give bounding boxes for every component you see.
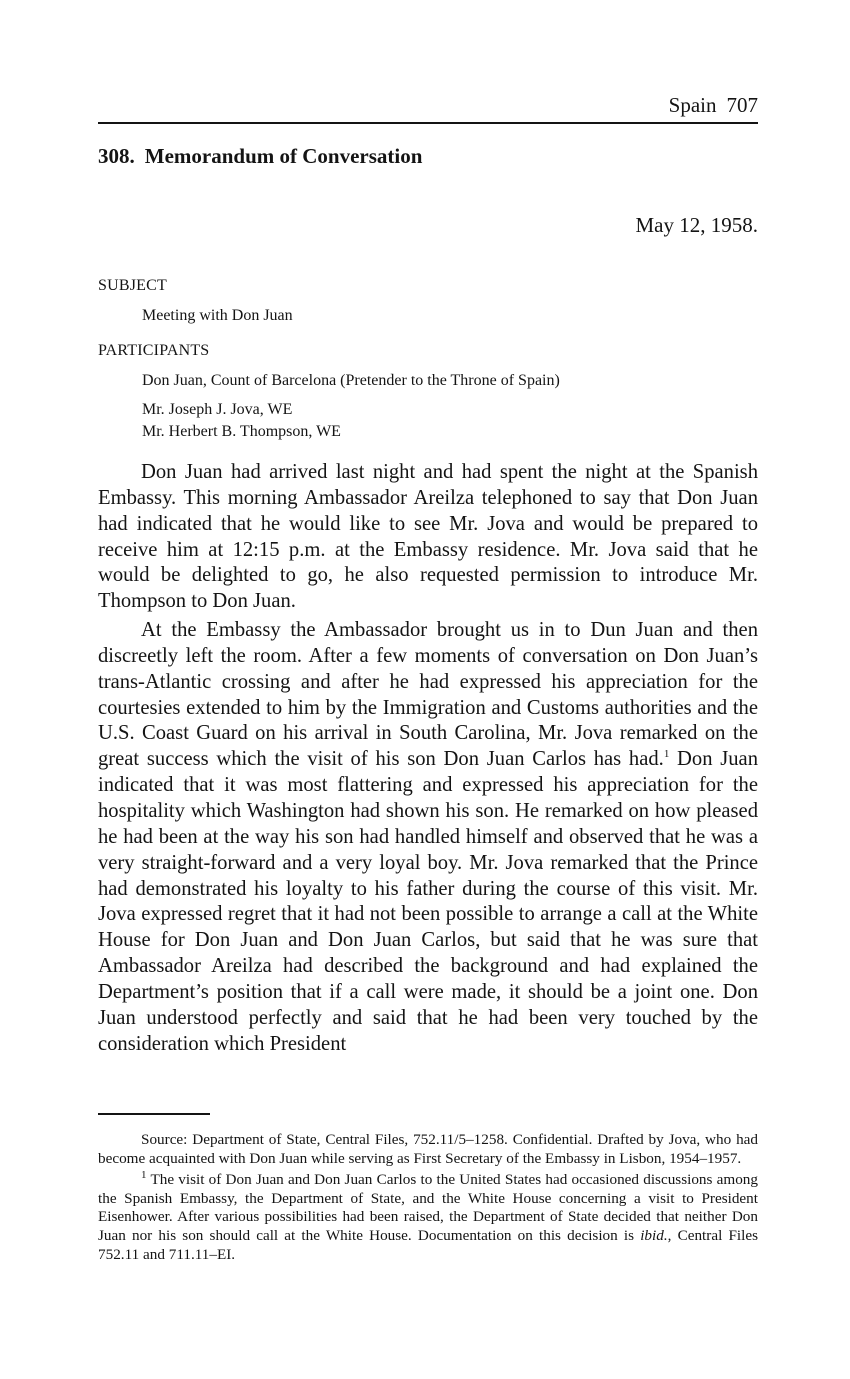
footnote-marker: 1 (141, 1169, 147, 1182)
footnote-ibid: ibid. (640, 1226, 668, 1244)
participant-line: Mr. Joseph J. Jova, WE (142, 401, 293, 418)
page-header (98, 90, 758, 124)
running-head (669, 93, 758, 118)
footnote-reference: 1 (663, 748, 670, 761)
footnotes (98, 1131, 758, 1264)
body-text-segment: At the Embassy the Ambassador brought us in to Dun Juan and then discreetly left the room. After a few moments of conversation on Don Juan’s trans-Atlantic crossing and after he had expressed his appreciation for the courtesies extended to him by the Immigration and Customs authorities and the U.S. Coast Guard on his arrival in South Carolina, Mr. Jova remarked on the great success which the visit of his son Don Juan Carlos has had. (98, 619, 758, 771)
running-title: Spain (668, 93, 717, 117)
memorandum-body (98, 460, 758, 1057)
source-note: Source: Department of State, Central Files, 752.11/5–1258. Confidential. Drafted by Jova, who had become acquainted with Don Juan while serving as First Secretary of the Embassy in Lisbon, 1954–1957. (98, 1131, 758, 1167)
body-paragraph (98, 618, 758, 1057)
subject-label: SUBJECT (98, 277, 167, 294)
document-number: 308. (98, 144, 135, 168)
participant-line: Mr. Herbert B. Thompson, WE (142, 423, 341, 440)
footnote-divider (98, 1113, 210, 1115)
participants-label: PARTICIPANTS (98, 342, 210, 359)
document-date: May 12, 1958. (635, 213, 758, 237)
page-number: 707 (726, 93, 758, 117)
document-title-text: Memorandum of Conversation (144, 144, 423, 168)
document-title (98, 144, 422, 169)
subject-text: Meeting with Don Juan (142, 307, 293, 324)
footnote-text: The visit of Don Juan and Don Juan Carlos to the United States had occasioned discussions among the Spanish Embassy, the Department of State, and the White House concerning a visit to President Eisenhower. After various possibilities had been raised, the Department of State decided that neither Don Juan nor his son should call at the White House. Documentation on this decision is (98, 1171, 758, 1244)
participant-line: Don Juan, Count of Barcelona (Pretender to the Throne of Spain) (142, 372, 560, 389)
body-text-segment: Don Juan indicated that it was most flattering and expressed his appreciation for the hospitality which Washington had shown his son. He remarked on how pleased he had been at the way his son had handled himself and observed that he was a very straight-forward and a very loyal boy. Mr. Jova remarked that the Prince had demonstrated his loyalty to his father during the course of this visit. Mr. Jova expressed regret that it had not been possible to arrange a call at the White House for Don Juan and Don Juan Carlos, but said that he was sure that Ambassador Areilza had described the background and had explained the Department’s position that if a call were made, it should be a joint one. Don Juan understood perfectly and said that he had been very touched by the consideration which President (98, 748, 758, 1055)
footnote-text: , Central Files 752.11 and 711.11–EI. (98, 1226, 758, 1263)
footnote-1 (98, 1171, 758, 1264)
body-paragraph: Don Juan had arrived last night and had spent the night at the Spanish Embassy. This morning Ambassador Areilza telephoned to say that Don Juan had indicated that he would like to see Mr. Jova and would be prepared to receive him at 12:15 p.m. at the Embassy residence. Mr. Jova said that he would be delighted to go, he also requested permission to introduce Mr. Thompson to Don Juan. (98, 461, 758, 613)
